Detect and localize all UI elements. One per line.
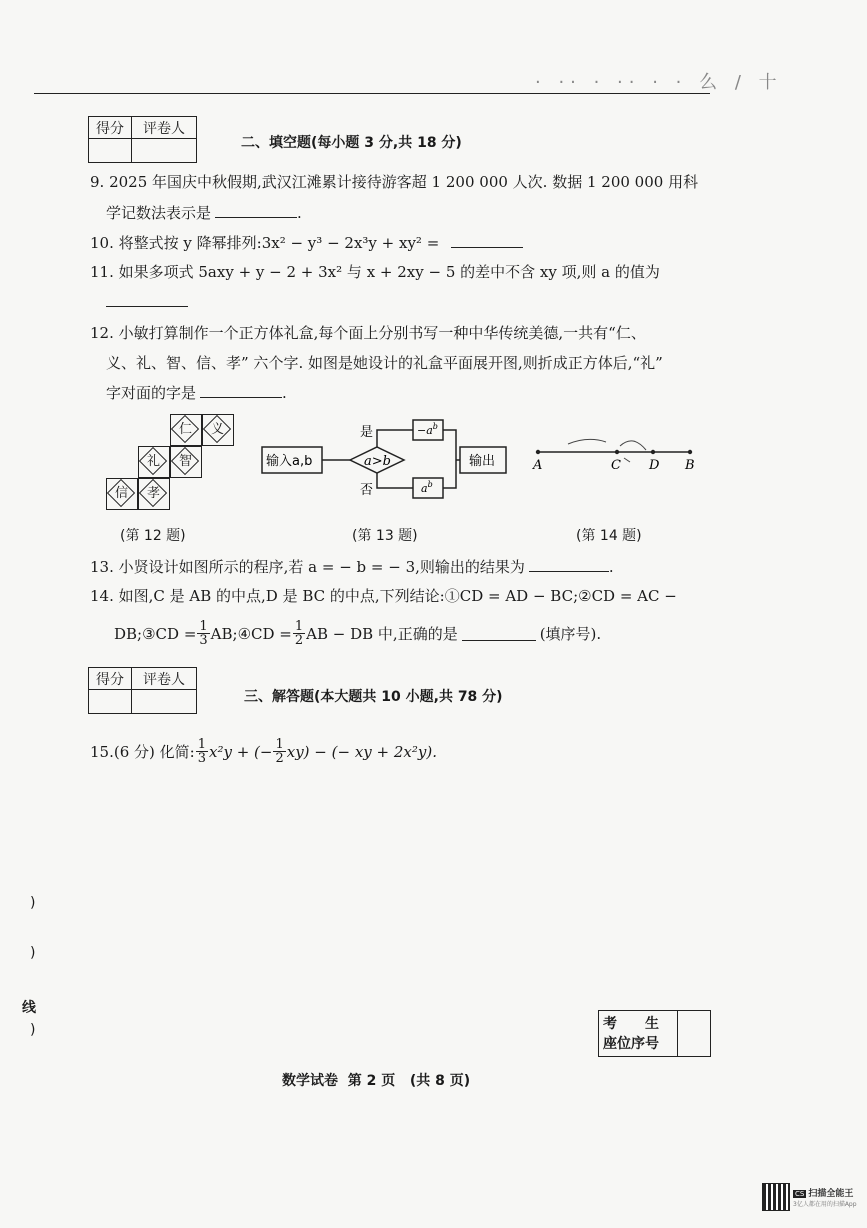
q13: 13. 小贤设计如图所示的程序,若 a = − b = − 3,则输出的结果为 . bbox=[90, 558, 614, 576]
q14-answer-blank[interactable] bbox=[462, 626, 536, 641]
net-face-zhi: 智 bbox=[170, 446, 202, 478]
q13-text: 13. 小贤设计如图所示的程序,若 a = − b = − 3,则输出的结果为 bbox=[90, 558, 525, 576]
grader-cell[interactable] bbox=[132, 690, 197, 714]
q13-answer-blank[interactable] bbox=[529, 557, 609, 572]
flow-output-label: 输出 bbox=[469, 454, 496, 469]
q14-frac1: $\frac{1}{3}$ bbox=[199, 619, 208, 648]
net-face-ren: 仁 bbox=[170, 414, 202, 446]
q9-line2-text: 学记数法表示是 bbox=[106, 204, 212, 222]
margin-mark: ) bbox=[30, 1022, 36, 1038]
flow-no-label: 否 bbox=[360, 483, 374, 498]
flow-yes-op: −a bbox=[417, 424, 433, 437]
flow-yes-exp: b bbox=[432, 422, 438, 431]
q15-b: x²y + (− bbox=[208, 742, 273, 761]
q12-line3-text: 字对面的字是 bbox=[106, 384, 197, 402]
caption-13: (第 13 题) bbox=[352, 528, 418, 544]
margin-mark: 线 bbox=[22, 1000, 36, 1016]
flow-no-exp: b bbox=[427, 480, 433, 489]
segment-figure bbox=[528, 438, 703, 478]
margin-mark: ) bbox=[30, 895, 36, 911]
q12-line3: 字对面的字是 . bbox=[106, 384, 287, 402]
header-scrawl: · ·· · ·· · · 么 / 十 bbox=[535, 72, 783, 93]
flow-no-op: a bbox=[421, 482, 428, 495]
section2-title: 二、填空题(每小题 3 分,共 18 分) bbox=[241, 135, 462, 151]
q15-c: xy) − (− xy + 2x²y). bbox=[286, 742, 437, 761]
q14-l2a: DB;③CD = bbox=[114, 624, 197, 643]
q14-line1: 14. 如图,C 是 AB 的中点,D 是 BC 的中点,下列结论:①CD = AD − BC;②CD = AC − bbox=[90, 587, 677, 605]
flow-cond-label: a>b bbox=[364, 454, 391, 469]
q14-frac2: $\frac{1}{2}$ bbox=[294, 619, 304, 648]
label-A: A bbox=[533, 458, 543, 473]
q15-frac2: $\frac{1}{2}$ bbox=[275, 737, 284, 766]
q12-line1: 12. 小敏打算制作一个正方体礼盒,每个面上分别书写一种中华传统美德,一共有“仁、 bbox=[90, 324, 646, 342]
q15-frac1: $\frac{1}{3}$ bbox=[197, 737, 206, 766]
q11-line1: 11. 如果多项式 5axy + y − 2 + 3x² 与 x + 2xy − 5 的差中不含 xy 项,则 a 的值为 bbox=[90, 263, 660, 281]
score-cell[interactable] bbox=[89, 690, 132, 714]
q9-line2: 学记数法表示是 . bbox=[106, 204, 302, 222]
score-label: 得分 bbox=[89, 668, 132, 690]
q11-answer-blank[interactable] bbox=[106, 306, 188, 307]
q15 bbox=[90, 738, 437, 765]
q14-l2b: AB;④CD = bbox=[210, 624, 292, 643]
q14-line2 bbox=[114, 620, 601, 647]
svg-text:−ab bbox=[417, 422, 438, 437]
scanner-name: 扫描全能王 bbox=[808, 1189, 854, 1199]
flowchart-figure bbox=[258, 414, 513, 504]
net-face-xin: 信 bbox=[106, 478, 138, 510]
seat-number-table bbox=[598, 1010, 711, 1057]
q10 bbox=[90, 233, 523, 253]
score-cell[interactable] bbox=[89, 139, 132, 163]
svg-text:ab bbox=[421, 480, 433, 495]
net-face-xiao: 孝 bbox=[138, 478, 170, 510]
score-label: 得分 bbox=[89, 117, 132, 139]
caption-14: (第 14 题) bbox=[576, 528, 642, 544]
q15-a: 15.(6 分) 化简: bbox=[90, 742, 195, 761]
label-B: B bbox=[685, 458, 695, 473]
q12-answer-blank[interactable] bbox=[200, 383, 282, 398]
grader-cell[interactable] bbox=[132, 139, 197, 163]
grader-label: 评卷人 bbox=[132, 668, 197, 690]
qr-code-icon bbox=[762, 1183, 790, 1211]
q14-l2d: (填序号). bbox=[539, 624, 602, 643]
net-face-yi: 义 bbox=[202, 414, 234, 446]
point-C bbox=[615, 450, 619, 454]
page-footer: 数学试卷 第 2 页 (共 8 页) bbox=[282, 1073, 471, 1089]
section3-title: 三、解答题(本大题共 10 小题,共 78 分) bbox=[244, 689, 503, 705]
q10-text: 10. 将整式按 y 降幂排列:3x² − y³ − 2x³y + xy² = bbox=[90, 234, 440, 252]
label-D: D bbox=[649, 458, 660, 473]
section3-score-table bbox=[88, 667, 197, 714]
q12-line2: 义、礼、智、信、孝” 六个字. 如图是她设计的礼盒平面展开图,则折成正方体后,“礼” bbox=[106, 354, 663, 372]
seat-label-cell bbox=[599, 1011, 678, 1057]
point-A bbox=[536, 450, 540, 454]
grader-label: 评卷人 bbox=[132, 117, 197, 139]
scanner-watermark bbox=[793, 1186, 857, 1208]
flow-input-label: 输入a,b bbox=[266, 454, 313, 469]
seat-label-2: 座位序号 bbox=[603, 1035, 659, 1052]
caption-12: (第 12 题) bbox=[120, 528, 186, 544]
point-B bbox=[688, 450, 692, 454]
flow-yes-label: 是 bbox=[360, 425, 374, 440]
seat-label-1: 考 生 bbox=[603, 1015, 659, 1032]
scanner-badge: CS bbox=[795, 1190, 805, 1198]
q14-l2c: AB − DB 中,正确的是 bbox=[306, 624, 458, 643]
q9-answer-blank[interactable] bbox=[215, 203, 297, 218]
margin-mark: ) bbox=[30, 945, 36, 961]
scanner-sub: 3亿人都在用的扫描App bbox=[793, 1201, 857, 1208]
net-face-li: 礼 bbox=[138, 446, 170, 478]
section2-score-table bbox=[88, 116, 197, 163]
point-D bbox=[651, 450, 655, 454]
q9-line1: 9. 2025 年国庆中秋假期,武汉江滩累计接待游客超 1 200 000 人次. 数据 1 200 000 用科 bbox=[90, 173, 699, 191]
seat-number-cell[interactable] bbox=[678, 1011, 711, 1057]
top-rule bbox=[34, 93, 710, 94]
q10-answer-blank[interactable] bbox=[451, 233, 523, 248]
label-C: C bbox=[611, 458, 621, 473]
